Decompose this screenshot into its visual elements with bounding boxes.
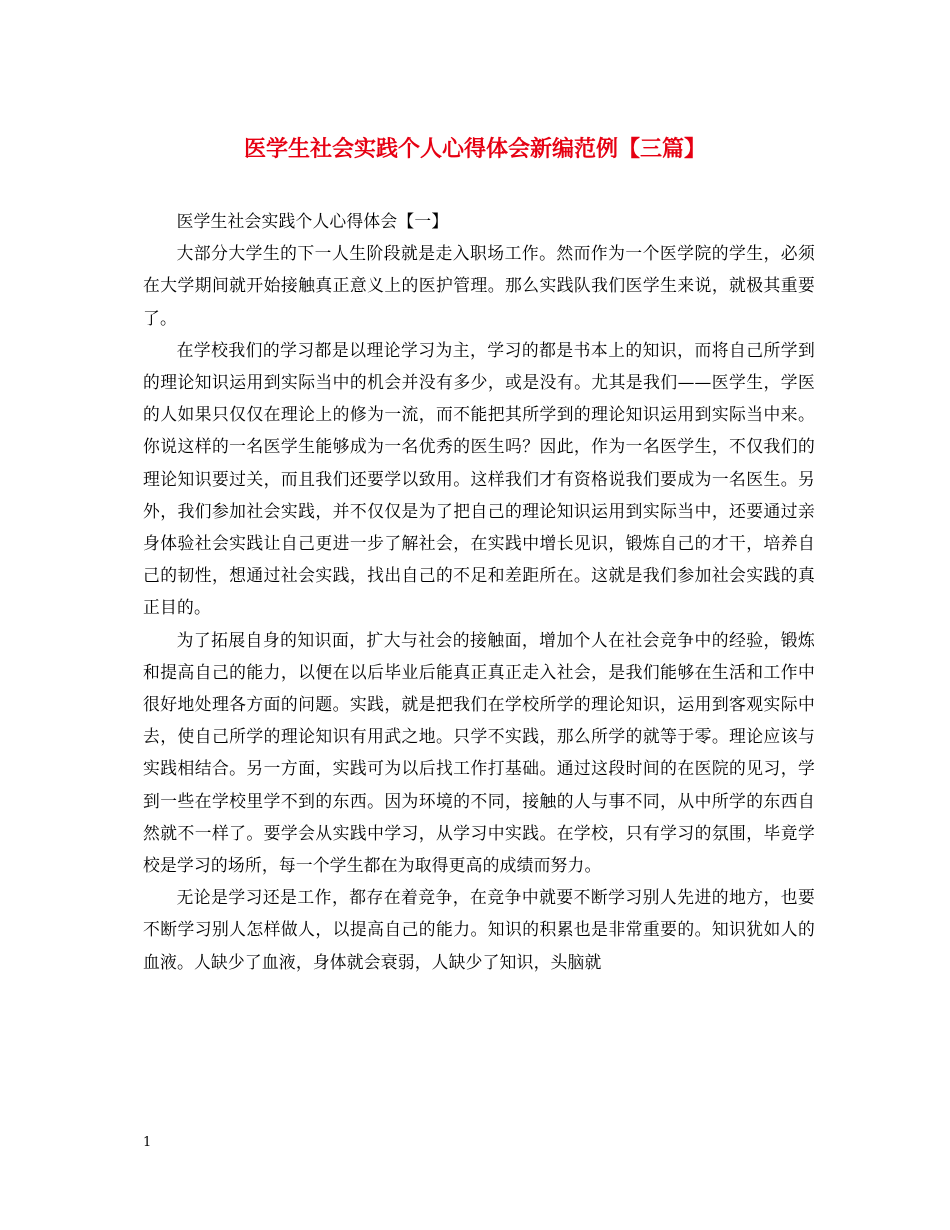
page-number: 1 (143, 1135, 152, 1150)
section-heading: 医学生社会实践个人心得体会【一】 (176, 211, 449, 231)
paragraph-2: 在学校我们的学习都是以理论学习为主，学习的都是书本上的知识，而将自己所学到的理论知识运用到实际当中的机会并没有多少，或是没有。尤其是我们——医学生，学医的人如果只仅仅在理论上的修为一流，而不能把其所学到的理论知识运用到实际当中来。你说这样的一名医学生能够成为一名优秀的医生吗？因此，作为一名医学生，不仅我们的理论知识要过关，而且我们还要学以致用。这样我们才有资格说我们要成为一名医生。另外，我们参加社会实践，并不仅仅是为了把自己的理论知识运用到实际当中，还要通过亲身体验社会实践让自己更进一步了解社会，在实践中增长见识，锻炼自己的才干，培养自己的韧性，想通过社会实践，找出自己的不足和差距所在。这就是我们参加社会实践的真正目的。 (143, 339, 815, 618)
paragraph-4: 无论是学习还是工作，都存在着竞争，在竞争中就要不断学习别人先进的地方，也要不断学习别人怎样做人，以提高自己的能力。知识的积累也是非常重要的。知识犹如人的血液。人缺少了血液，身体就会衰弱，人缺少了知识，头脑就 (143, 887, 815, 972)
document-body (143, 205, 815, 978)
document-title: 医学生社会实践个人心得体会新编范例【三篇】 (243, 136, 706, 162)
paragraph-3: 为了拓展自身的知识面，扩大与社会的接触面，增加个人在社会竞争中的经验，锻炼和提高自己的能力，以便在以后毕业后能真正真正走入社会，是我们能够在生活和工作中很好地处理各方面的问题。实践，就是把我们在学校所学的理论知识，运用到客观实际中去，使自己所学的理论知识有用武之地。只学不实践，那么所学的就等于零。理论应该与实践相结合。另一方面，实践可为以后找工作打基础。通过这段时间的在医院的见习，学到一些在学校里学不到的东西。因为环境的不同，接触的人与事不同，从中所学的东西自然就不一样了。要学会从实践中学习，从学习中实践。在学校，只有学习的氛围，毕竟学校是学习的场所，每一个学生都在为取得更高的成绩而努力。 (143, 629, 815, 876)
paragraph-1: 大部分大学生的下一人生阶段就是走入职场工作。然而作为一个医学院的学生，必须在大学期间就开始接触真正意义上的医护管理。那么实践队我们医学生来说，就极其重要了。 (143, 243, 815, 328)
